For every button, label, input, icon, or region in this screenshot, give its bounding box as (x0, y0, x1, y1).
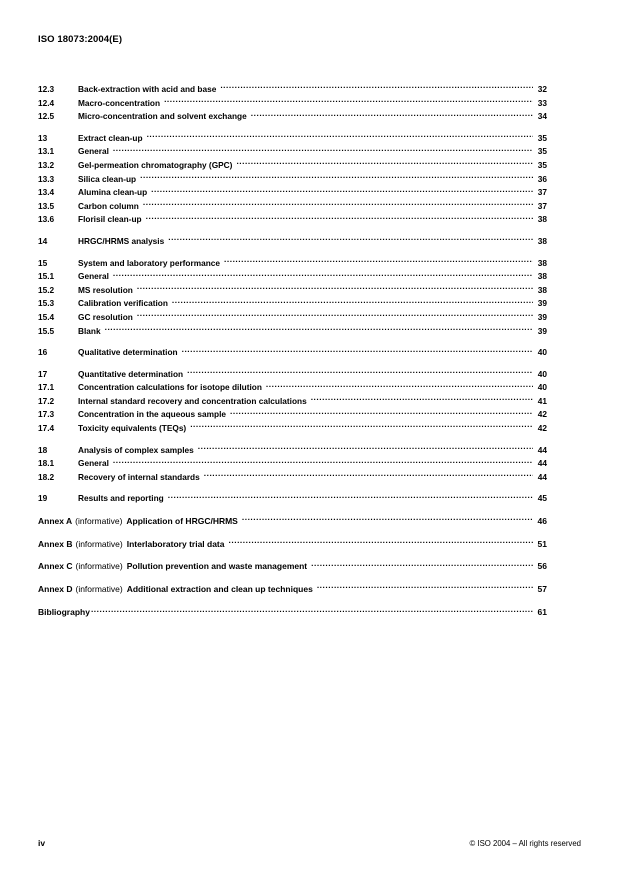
toc-entry-page-number: 39 (537, 298, 547, 309)
toc-entry-number: 17.2 (38, 395, 55, 406)
toc-entry-number: 17.3 (38, 409, 55, 420)
toc-dot-leader (204, 470, 533, 480)
toc-entry-title: Results and reporting (78, 493, 164, 504)
toc-entry-page-number: 46 (537, 516, 547, 527)
toc-entry-page-number: 33 (537, 97, 547, 108)
toc-entry-clause[interactable] (38, 158, 547, 172)
toc-entry-annex[interactable] (38, 537, 547, 551)
running-header-standard-ref: ISO 18073:2004(E) (38, 34, 123, 45)
toc-dot-leader (140, 172, 533, 182)
toc-entry-number: 15.3 (38, 298, 55, 309)
toc-entry-number: 16 (38, 347, 48, 358)
toc-dot-leader (143, 199, 533, 209)
toc-entry-page-number: 35 (537, 159, 547, 170)
toc-annex-label: Annex C (38, 561, 73, 572)
toc-entry-number: 13.6 (38, 214, 55, 225)
toc-entry-page-number: 40 (537, 382, 547, 393)
toc-dot-leader (91, 605, 533, 615)
copyright-notice: © ISO 2004 – All rights reserved (469, 839, 581, 848)
toc-dot-leader (105, 324, 533, 334)
toc-entry-title: Gel-permeation chromatography (GPC) (78, 159, 233, 170)
toc-entry-page-number: 38 (537, 235, 547, 246)
toc-entry-page-number: 40 (537, 368, 547, 379)
toc-dot-leader (137, 283, 533, 293)
toc-entry-clause[interactable] (38, 491, 547, 505)
toc-entry-number: 15.5 (38, 325, 55, 336)
toc-entry-number: 12.4 (38, 97, 55, 108)
toc-entry-clause[interactable] (38, 324, 547, 338)
page-folio: iv (38, 838, 46, 848)
toc-dot-leader (317, 582, 533, 592)
toc-entry-clause[interactable] (38, 421, 547, 435)
toc-entry-title: GC resolution (78, 311, 133, 322)
page-footer (38, 838, 581, 848)
toc-entry-page-number: 38 (537, 284, 547, 295)
toc-entry-title: Quantitative determination (78, 368, 184, 379)
toc-entry-annex[interactable] (38, 559, 547, 573)
toc-entry-clause[interactable] (38, 380, 547, 394)
toc-entry-clause[interactable] (38, 310, 547, 324)
toc-entry-clause[interactable] (38, 185, 547, 199)
toc-entry-title: Application of HRGC/HRMS (126, 516, 238, 527)
table-of-contents (38, 82, 547, 619)
toc-entry-number: 12.3 (38, 84, 55, 94)
toc-dot-leader (113, 269, 533, 279)
toc-entry-number: 13.2 (38, 159, 55, 170)
toc-entry-clause[interactable] (38, 345, 547, 359)
toc-entry-title: Calibration verification (78, 298, 168, 309)
toc-entry-clause[interactable] (38, 199, 547, 213)
toc-entry-page-number: 38 (537, 271, 547, 282)
toc-dot-leader (220, 82, 533, 92)
toc-entry-annex[interactable] (38, 514, 547, 528)
toc-entry-number: 18.1 (38, 458, 55, 469)
toc-entry-page-number: 51 (537, 538, 547, 549)
toc-entry-title: Additional extraction and clean up techniques (126, 583, 313, 594)
toc-entry-page-number: 40 (537, 347, 547, 358)
toc-entry-page-number: 34 (537, 111, 547, 122)
toc-entry-title: General (78, 271, 109, 282)
toc-dot-leader (236, 158, 533, 168)
toc-entry-number: 17.4 (38, 423, 55, 434)
toc-entry-clause[interactable] (38, 269, 547, 283)
toc-entry-number: 13.3 (38, 173, 55, 184)
toc-annex-label: Annex D (38, 583, 73, 594)
toc-entry-bibliography[interactable] (38, 605, 547, 619)
toc-entry-clause[interactable] (38, 296, 547, 310)
toc-entry-clause[interactable] (38, 131, 547, 145)
toc-entry-clause[interactable] (38, 82, 547, 96)
toc-entry-number: 13.4 (38, 187, 55, 198)
toc-entry-number: 14 (38, 235, 48, 246)
toc-entry-number: 15 (38, 257, 48, 268)
toc-dot-leader (137, 310, 533, 320)
toc-annex-label: Annex B (38, 538, 73, 549)
toc-entry-clause[interactable] (38, 470, 547, 484)
toc-annex-qualifier: (informative) (75, 538, 123, 549)
toc-entry-clause[interactable] (38, 456, 547, 470)
toc-entry-page-number: 61 (537, 607, 547, 618)
toc-dot-leader (198, 443, 533, 453)
toc-dot-leader (190, 421, 533, 431)
toc-dot-leader (251, 109, 533, 119)
toc-entry-clause[interactable] (38, 367, 547, 381)
toc-entry-title: MS resolution (78, 284, 133, 295)
toc-dot-leader (151, 185, 533, 195)
toc-entry-title: Blank (78, 325, 101, 336)
toc-dot-leader (113, 144, 533, 154)
toc-entry-clause[interactable] (38, 234, 547, 248)
toc-entry-number: 15.1 (38, 271, 55, 282)
toc-entry-page-number: 39 (537, 311, 547, 322)
toc-entry-page-number: 32 (537, 84, 547, 94)
toc-entry-page-number: 44 (537, 471, 547, 482)
toc-dot-leader (230, 407, 533, 417)
toc-dot-leader (182, 345, 533, 355)
toc-dot-leader (266, 380, 533, 390)
toc-dot-leader (168, 234, 533, 244)
toc-entry-page-number: 56 (537, 561, 547, 572)
toc-entry-title: Concentration calculations for isotope dilution (78, 382, 262, 393)
toc-entry-title: Qualitative determination (78, 347, 178, 358)
toc-entry-number: 18.2 (38, 471, 55, 482)
toc-entry-page-number: 38 (537, 257, 547, 268)
toc-dot-leader (147, 131, 533, 141)
toc-entry-page-number: 42 (537, 409, 547, 420)
toc-entry-title: Carbon column (78, 200, 139, 211)
toc-dot-leader (164, 96, 533, 106)
toc-annex-qualifier: (informative) (75, 583, 123, 594)
toc-entry-number: 13.1 (38, 146, 55, 157)
toc-dot-leader (229, 537, 534, 547)
toc-entry-page-number: 37 (537, 200, 547, 211)
toc-dot-leader (113, 456, 533, 466)
toc-entry-page-number: 36 (537, 173, 547, 184)
toc-dot-leader (242, 514, 533, 524)
toc-entry-title: Interlaboratory trial data (126, 538, 225, 549)
toc-dot-leader (187, 367, 533, 377)
toc-entry-number: 13.5 (38, 200, 55, 211)
toc-entry-page-number: 44 (537, 458, 547, 469)
toc-entry-title: System and laboratory performance (78, 257, 221, 268)
toc-entry-annex[interactable] (38, 582, 547, 596)
toc-entry-title: Back-extraction with acid and base (78, 84, 217, 94)
toc-entry-clause[interactable] (38, 144, 547, 158)
toc-entry-page-number: 35 (537, 132, 547, 143)
toc-dot-leader (146, 212, 533, 222)
toc-entry-number: 12.5 (38, 111, 55, 122)
toc-entry-page-number: 35 (537, 146, 547, 157)
toc-entry-page-number: 41 (537, 395, 547, 406)
toc-entry-title: Silica clean-up (78, 173, 137, 184)
toc-entry-title: Alumina clean-up (78, 187, 148, 198)
toc-dot-leader (311, 394, 533, 404)
toc-entry-title: General (78, 146, 109, 157)
toc-entry-clause[interactable] (38, 407, 547, 421)
toc-entry-clause[interactable] (38, 283, 547, 297)
toc-entry-title: Toxicity equivalents (TEQs) (78, 423, 187, 434)
toc-entry-clause[interactable] (38, 394, 547, 408)
toc-dot-leader (224, 256, 533, 266)
toc-entry-page-number: 37 (537, 187, 547, 198)
toc-entry-title: Micro-concentration and solvent exchange (78, 111, 247, 122)
toc-dot-leader (172, 296, 533, 306)
toc-entry-clause[interactable] (38, 443, 547, 457)
toc-entry-number: 18 (38, 444, 48, 455)
toc-entry-title: Extract clean-up (78, 132, 143, 143)
toc-entry-page-number: 45 (537, 493, 547, 504)
toc-annex-label: Annex A (38, 516, 73, 527)
toc-entry-number: 19 (38, 493, 48, 504)
toc-entry-title: Internal standard recovery and concentration calculations (78, 395, 307, 406)
toc-entry-page-number: 39 (537, 325, 547, 336)
toc-entry-page-number: 44 (537, 444, 547, 455)
toc-entry-title: Concentration in the aqueous sample (78, 409, 226, 420)
toc-entry-page-number: 42 (537, 423, 547, 434)
toc-annex-qualifier: (informative) (75, 561, 123, 572)
toc-entry-clause[interactable] (38, 212, 547, 226)
toc-entry-page-number: 38 (537, 214, 547, 225)
toc-entry-number: 15.4 (38, 311, 55, 322)
toc-entry-number: 13 (38, 132, 48, 143)
toc-entry-title: HRGC/HRMS analysis (78, 235, 165, 246)
toc-dot-leader (311, 559, 533, 569)
toc-entry-number: 17 (38, 368, 48, 379)
toc-entry-page-number: 57 (537, 583, 547, 594)
toc-entry-number: 17.1 (38, 382, 55, 393)
toc-dot-leader (168, 491, 533, 501)
toc-entry-number: 15.2 (38, 284, 55, 295)
toc-entry-clause[interactable] (38, 109, 547, 123)
toc-entry-clause[interactable] (38, 96, 547, 110)
toc-entry-clause[interactable] (38, 256, 547, 270)
toc-entry-title: Florisil clean-up (78, 214, 142, 225)
toc-entry-clause[interactable] (38, 172, 547, 186)
toc-annex-qualifier: (informative) (75, 516, 123, 527)
toc-entry-title: Bibliography (38, 607, 90, 618)
toc-entry-title: Pollution prevention and waste management (126, 561, 308, 572)
toc-entry-title: General (78, 458, 109, 469)
toc-entry-title: Analysis of complex samples (78, 444, 194, 455)
toc-entry-title: Macro-concentration (78, 97, 161, 108)
toc-entry-title: Recovery of internal standards (78, 471, 200, 482)
